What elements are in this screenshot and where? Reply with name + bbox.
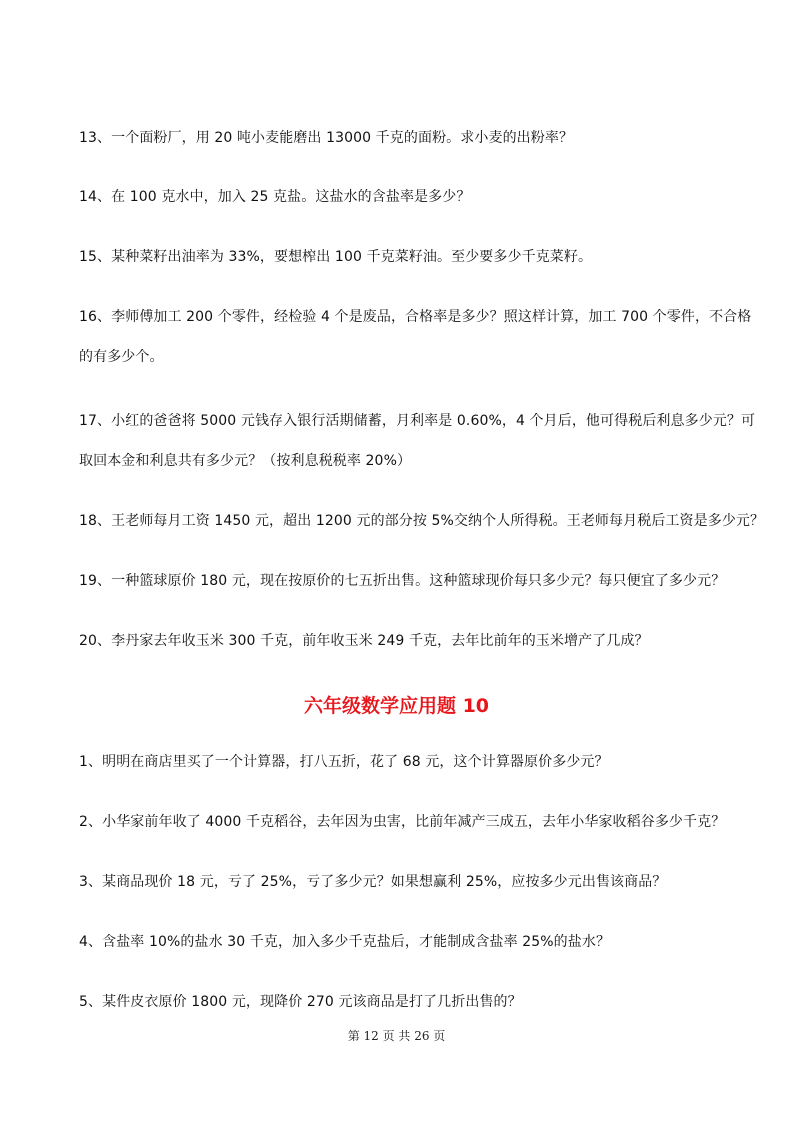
question-17-line-1: 17、小红的爸爸将 5000 元钱存入银行活期储蓄，月利率是 0.60%，4 个月后，他可得税后利息多少元？可	[79, 413, 756, 429]
question-14: 14、在 100 克水中，加入 25 克盐。这盐水的含盐率是多少？	[79, 189, 471, 205]
question-13: 13、一个面粉厂，用 20 吨小麦能磨出 13000 千克的面粉。求小麦的出粉率？	[79, 130, 574, 146]
question-5: 5、某件皮衣原价 1800 元，现降价 270 元该商品是打了几折出售的？	[79, 994, 522, 1010]
question-19: 19、一种篮球原价 180 元，现在按原价的七五折出售。这种篮球现价每只多少元？每只便宜了多少元？	[79, 573, 726, 589]
section-title: 六年级数学应用题 10	[303, 695, 490, 717]
question-18: 18、王老师每月工资 1450 元，超出 1200 元的部分按 5%交纳个人所得税。王老师每月税后工资是多少元？	[79, 513, 765, 529]
question-2: 2、小华家前年收了 4000 千克稻谷，去年因为虫害，比前年减产三成五，去年小华家收稻谷多少千克？	[79, 814, 726, 830]
question-1: 1、明明在商店里买了一个计算器，打八五折，花了 68 元，这个计算器原价多少元？	[79, 754, 609, 770]
question-3: 3、某商品现价 18 元，亏了 25%，亏了多少元？如果想赢利 25%，应按多少元出售该商品？	[79, 874, 667, 890]
question-16-line-1: 16、李师傅加工 200 个零件，经检验 4 个是废品，合格率是多少？照这样计算，加工 700 个零件，不合格	[79, 309, 752, 325]
question-15: 15、某种菜籽出油率为 33%，要想榨出 100 千克菜籽油。至少要多少千克菜籽。	[79, 249, 593, 265]
page-footer: 第 12 页 共 26 页	[347, 1029, 446, 1043]
question-20: 20、李丹家去年收玉米 300 千克，前年收玉米 249 千克，去年比前年的玉米增产了几成？	[79, 633, 649, 649]
question-4: 4、含盐率 10%的盐水 30 千克，加入多少千克盐后，才能制成含盐率 25%的盐水？	[79, 934, 611, 950]
question-16-line-2: 的有多少个。	[79, 349, 164, 365]
question-17-line-2: 取回本金和利息共有多少元？（按利息税税率 20%）	[79, 453, 412, 469]
